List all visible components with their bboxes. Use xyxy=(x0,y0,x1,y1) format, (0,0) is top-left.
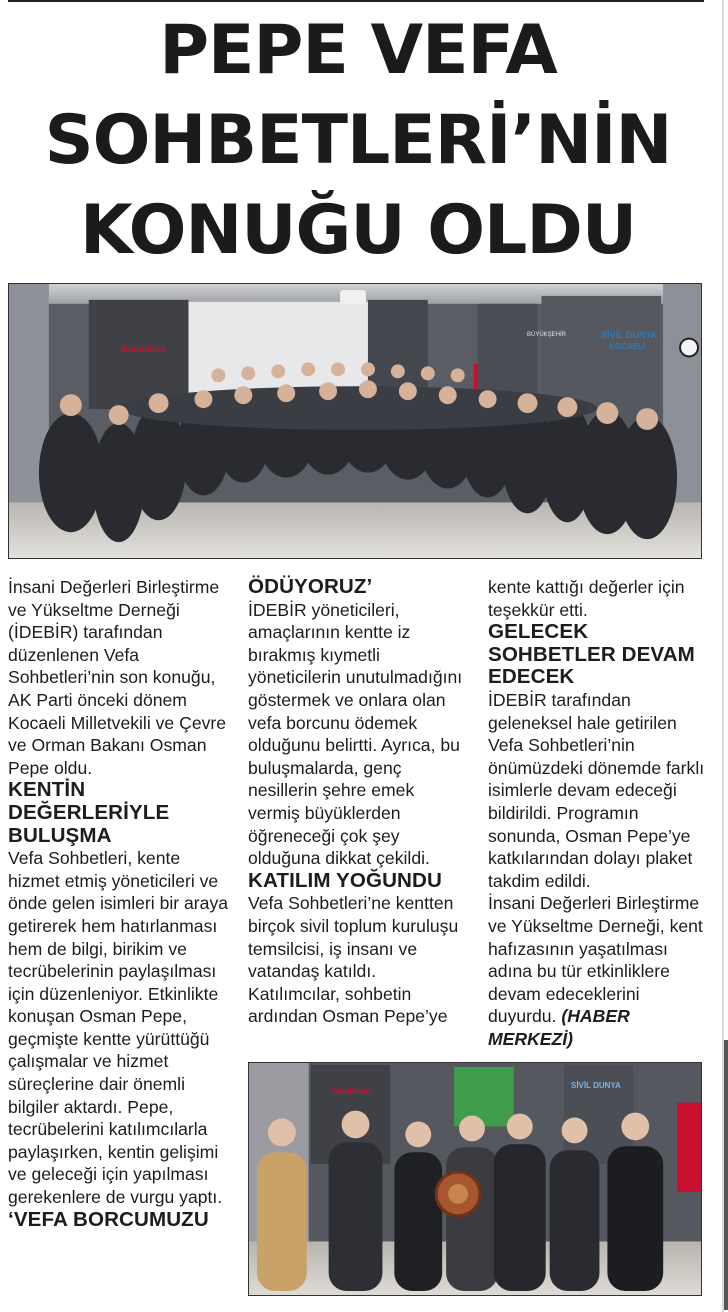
subheading-kentin-degerleriyle: KENTİN DEĞERLERİYLE BULUŞMA xyxy=(8,778,170,847)
subheading-vefa-borcumuzu: ‘VEFA BORCUMUZU xyxy=(8,1207,209,1231)
article-column-3 xyxy=(488,576,708,1050)
top-rule xyxy=(8,0,704,2)
page-edge-mark xyxy=(724,1040,728,1310)
headline-line-2: SOHBETLERİ’NİN xyxy=(44,101,672,180)
closing-text: İnsani Değerleri Birleştirme ve Yükseltme Derneği, kent hafızasının yaşatılması adına bu tür etkinliklere devam edeceklerini duyurdu. xyxy=(488,893,703,1027)
body-paragraph-2: İDEBİR yöneticileri, amaçlarının kentte iz bırakmış kıymetli yöneticilerin unutulmadığını göstermek ve onlara olan vefa borcunu ödemek olduğunu belirtti. Ayrıca, bu buluşmalarda, genç nesillerin şehre emek vermiş büyüklerden öğreneceği çok şey olduğuna dikkat çekildi. xyxy=(248,599,463,869)
group-photo xyxy=(8,283,702,559)
sign-kocaeli: KOCAELİ xyxy=(609,342,645,351)
body-paragraph-4: kente kattığı değerler için teşekkür etti. xyxy=(488,577,685,620)
news-source: (HABER MERKEZİ) xyxy=(488,1006,630,1049)
body-paragraph-1: Vefa Sohbetleri, kente hizmet etmiş yöneticileri ve önde gelen isimleri bir araya getirerek hem hatırlanması hem de bilgi, birikim ve tecrübelerinin paylaşılması için düzenleniyor. Etkinlikte konuşan Osman Pepe, geçmişte kentte yürüttüğü çalışmalar ve hizmet süreçlerine dair önemli bilgiler aktardı. Pepe, tecrübelerini katılımcılarla paylaşırken, kentin gelişimi ve geleceği için yapılması gerekenlere de vurgu yaptı. xyxy=(8,848,229,1208)
headline xyxy=(0,6,716,276)
plaque-photo-illustration xyxy=(249,1063,701,1295)
article-column-1 xyxy=(8,576,234,1231)
subheading-gelecek-sohbetler: GELECEK SOHBETLER DEVAM EDECEK xyxy=(488,620,695,689)
sign-buyuksehir: BÜYÜKŞEHİR xyxy=(527,332,567,338)
headline-line-1: PEPE VEFA xyxy=(159,11,557,90)
headline-line-3: KONUĞU OLDU xyxy=(79,191,637,270)
subheading-katilim-yogundu: KATILIM YOĞUNDU xyxy=(248,868,442,892)
intro-paragraph: İnsani Değerleri Birleştirme ve Yükseltme Derneği (İDEBİR) tarafından düzenlenen Vefa Sohbetleri’nin son konuğu, AK Parti önceki dönem Kocaeli Milletvekili ve Çevre ve Orman Bakanı Osman Pepe oldu. xyxy=(8,577,227,778)
body-paragraph-5: İDEBİR tarafından geleneksel hale getirilen Vefa Sohbetleri’nin önümüzdeki dönemde farklı isimlerle devam edeceği bildirildi. Programın sonunda, Osman Pepe’ye katkılarından dolayı plaket takdim edildi. xyxy=(488,689,705,891)
body-paragraph-3: Vefa Sohbetleri’ne kentten birçok sivil toplum kuruluşu temsilcisi, iş insanı ve vatandaş katıldı. Katılımcılar, sohbetin ardından Osman Pepe’ye xyxy=(248,893,459,1027)
sign-sivil-dunya-2: SİVİL DUNYA xyxy=(571,1081,621,1090)
article-column-2 xyxy=(248,576,470,1028)
sign-gonullusu-2: Gönüllüsü xyxy=(331,1087,371,1096)
body-paragraph-6 xyxy=(488,892,708,1050)
sign-sivil-dunya: SİVİL DUNYA xyxy=(601,330,658,340)
group-photo-illustration xyxy=(9,284,701,558)
sign-gonullusu: Gönüllüsü xyxy=(121,344,166,354)
plaque-photo xyxy=(248,1062,702,1296)
subheading-oduyoruz: ÖDÜYORUZ’ xyxy=(248,575,373,598)
